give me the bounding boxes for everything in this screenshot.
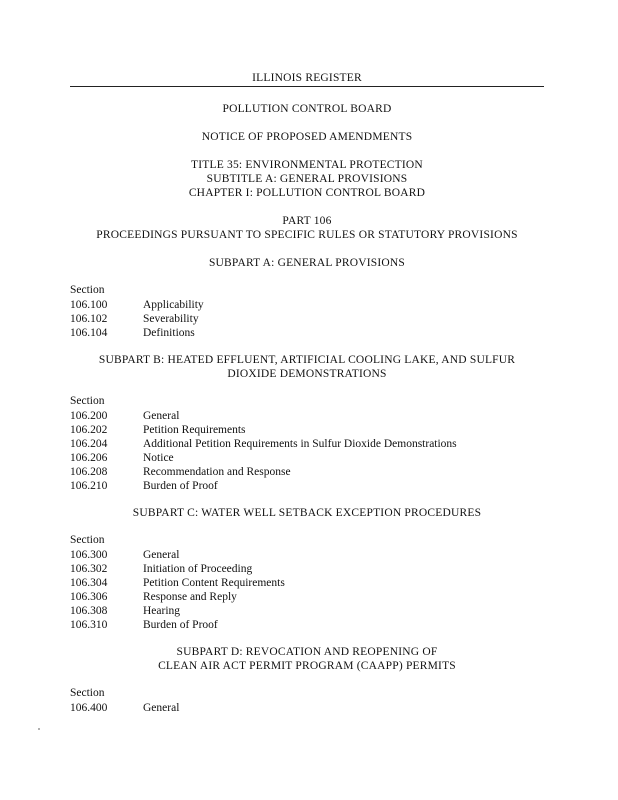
section-number: 106.206 (70, 452, 108, 464)
section-title: General (143, 549, 180, 561)
title-line-1: TITLE 35: ENVIRONMENTAL PROTECTION (191, 159, 423, 171)
subpart-heading: SUBPART B: HEATED EFFLUENT, ARTIFICIAL COOLING LAKE, AND SULFUR (98, 354, 516, 366)
register-header: ILLINOIS REGISTER (252, 72, 362, 84)
section-number: 106.104 (70, 327, 108, 339)
title-line-2: SUBTITLE A: GENERAL PROVISIONS (206, 173, 408, 185)
section-title: Response and Reply (143, 591, 237, 603)
section-title: Severability (143, 313, 199, 325)
section-number: 106.302 (70, 563, 108, 575)
section-title: Definitions (143, 327, 195, 339)
part-name: PROCEEDINGS PURSUANT TO SPECIFIC RULES OR STATUTORY PROVISIONS (96, 229, 518, 241)
board-title: POLLUTION CONTROL BOARD (222, 103, 392, 115)
notice-title: NOTICE OF PROPOSED AMENDMENTS (201, 131, 413, 143)
section-label: Section (70, 534, 105, 546)
section-number: 106.100 (70, 299, 108, 311)
section-number: 106.102 (70, 313, 108, 325)
subpart-heading: SUBPART C: WATER WELL SETBACK EXCEPTION PROCEDURES (132, 507, 482, 519)
title-line-3: CHAPTER I: POLLUTION CONTROL BOARD (188, 187, 426, 199)
section-title: Recommendation and Response (143, 466, 291, 478)
section-label: Section (70, 395, 105, 407)
section-number: 106.300 (70, 549, 108, 561)
subpart-heading: SUBPART D: REVOCATION AND REOPENING OF (176, 646, 438, 658)
section-label: Section (70, 284, 105, 296)
section-title: Hearing (143, 605, 181, 617)
section-number: 106.400 (70, 702, 108, 714)
section-number: 106.200 (70, 410, 108, 422)
section-title: General (143, 410, 180, 422)
section-title: Notice (143, 452, 174, 464)
section-number: 106.202 (70, 424, 108, 436)
section-title: Additional Petition Requirements in Sulfur Dioxide Demonstrations (143, 438, 457, 450)
section-number: 106.204 (70, 438, 108, 450)
part-label: PART 106 (282, 215, 332, 227)
section-title: Petition Requirements (143, 424, 246, 436)
section-number: 106.304 (70, 577, 108, 589)
section-title: General (143, 702, 180, 714)
section-number: 106.308 (70, 605, 108, 617)
section-number: 106.310 (70, 619, 108, 631)
section-number: 106.210 (70, 480, 108, 492)
section-title: Burden of Proof (143, 480, 218, 492)
header-rule (70, 86, 544, 87)
section-number: 106.208 (70, 466, 108, 478)
subpart-heading: DIOXIDE DEMONSTRATIONS (227, 368, 387, 380)
section-title: Initiation of Proceeding (143, 563, 253, 575)
section-number: 106.306 (70, 591, 108, 603)
subpart-heading: CLEAN AIR ACT PERMIT PROGRAM (CAAPP) PERMITS (158, 660, 456, 672)
section-title: Petition Content Requirements (143, 577, 285, 589)
section-label: Section (70, 687, 105, 699)
subpart-heading: SUBPART A: GENERAL PROVISIONS (208, 257, 406, 269)
scan-speck (38, 728, 40, 730)
section-title: Burden of Proof (143, 619, 218, 631)
section-title: Applicability (143, 299, 204, 311)
